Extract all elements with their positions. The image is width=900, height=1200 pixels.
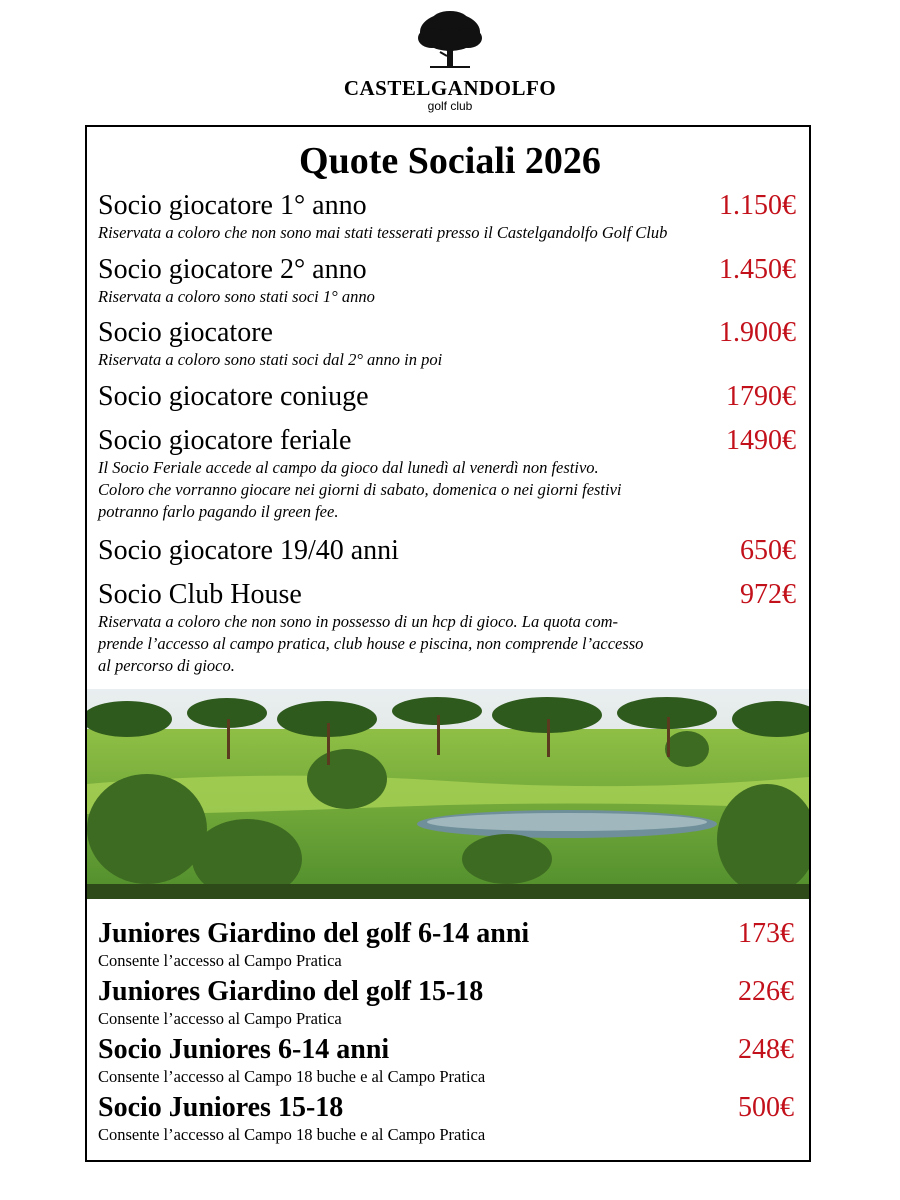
membership-description-line: Coloro che vorranno giocare nei giorni di sabato, domenica o nei giorni festivi [98, 480, 622, 499]
membership-row [98, 254, 798, 308]
brand-subtitle: golf club [427, 99, 473, 113]
membership-price: 1790€ [726, 381, 796, 412]
membership-name: Socio giocatore 2° anno [98, 254, 367, 285]
membership-row [98, 190, 798, 244]
junior-name: Juniores Giardino del golf 15-18 [98, 976, 484, 1007]
membership-description-line: al percorso di gioco. [98, 656, 235, 675]
junior-price: 248€ [738, 1034, 794, 1065]
membership-description-line: Riservata a coloro che non sono in possesso di un hcp di gioco. La quota com- [98, 612, 619, 631]
membership-description: Riservata a coloro sono stati soci dal 2° anno in poi [98, 350, 443, 369]
membership-name: Socio giocatore 19/40 anni [98, 535, 399, 566]
junior-name: Juniores Giardino del golf 6-14 anni [98, 918, 530, 949]
membership-price: 1.450€ [719, 254, 796, 285]
page-title: Quote Sociali 2026 [299, 140, 601, 182]
membership-name: Socio giocatore 1° anno [98, 190, 367, 221]
brand-name: CASTELGANDOLFO [343, 76, 557, 100]
membership-description: Riservata a coloro che non sono mai stati tesserati presso il Castelgandolfo Golf Club [98, 223, 668, 242]
membership-row [98, 381, 798, 413]
membership-name: Socio giocatore feriale [98, 425, 352, 456]
membership-description-line: Il Socio Feriale accede al campo da gioco dal lunedì al venerdì non festivo. [98, 458, 599, 477]
junior-price: 173€ [738, 918, 794, 949]
membership-description-line: potranno farlo pagando il green fee. [98, 502, 339, 521]
club-logo [0, 0, 900, 120]
junior-description: Consente l’accesso al Campo Pratica [98, 1009, 342, 1028]
membership-row [98, 317, 798, 371]
membership-name: Socio giocatore [98, 317, 273, 348]
junior-price: 226€ [738, 976, 794, 1007]
membership-price: 972€ [740, 579, 796, 610]
membership-row [98, 535, 798, 567]
junior-description: Consente l’accesso al Campo Pratica [98, 951, 342, 970]
junior-name: Socio Juniores 15-18 [98, 1092, 344, 1123]
junior-row [98, 1092, 798, 1146]
membership-price: 1490€ [726, 425, 796, 456]
membership-price: 650€ [740, 535, 796, 566]
membership-description: Riservata a coloro sono stati soci 1° anno [98, 287, 375, 306]
golf-course-photo [87, 689, 809, 899]
membership-row [98, 425, 798, 523]
membership-price: 1.900€ [719, 317, 796, 348]
membership-name: Socio giocatore coniuge [98, 381, 369, 412]
junior-row [98, 976, 798, 1030]
junior-description: Consente l’accesso al Campo 18 buche e al Campo Pratica [98, 1067, 486, 1086]
junior-description: Consente l’accesso al Campo 18 buche e al Campo Pratica [98, 1125, 486, 1144]
junior-price: 500€ [738, 1092, 794, 1123]
tree-icon [416, 10, 484, 72]
membership-description-line: prende l’accesso al campo pratica, club house e piscina, non comprende l’accesso [98, 634, 644, 653]
membership-price: 1.150€ [719, 190, 796, 221]
junior-name: Socio Juniores 6-14 anni [98, 1034, 390, 1065]
junior-row [98, 918, 798, 972]
junior-row [98, 1034, 798, 1088]
membership-name: Socio Club House [98, 579, 302, 610]
membership-row [98, 579, 798, 677]
